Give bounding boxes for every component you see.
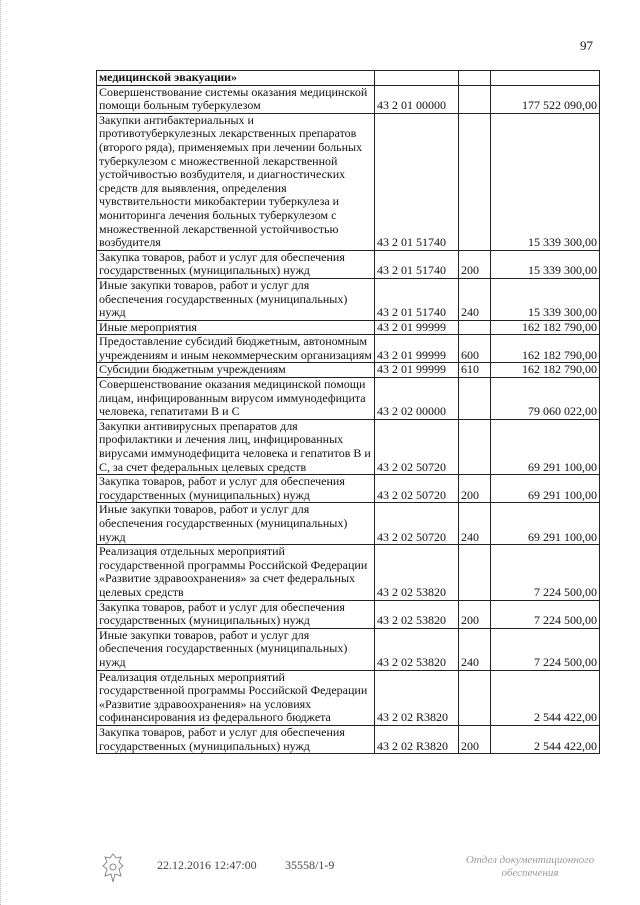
row-name-cell: Закупки антибактериальных и противотуберкулезных лекарственных препаратов (второго ряда), применяемых при лечении больных туберкулезом с множественной лекарственной устойчивостью возбудителя, и диагностических средств для выявления, определения чувствительности микобактерии туберкулеза и мониторинга лечения больных туберкулезом с множественной лекарственной устойчивостью возбудителя bbox=[97, 113, 375, 250]
row-amount-cell: 69 291 100,00 bbox=[491, 419, 600, 474]
row-name-cell: Иные закупки товаров, работ и услуг для обеспечения государственных (муниципальных) нужд bbox=[97, 628, 375, 670]
row-code-cell: 43 2 01 99999 bbox=[375, 320, 459, 335]
row-expense-type-cell: 600 bbox=[459, 335, 491, 363]
row-expense-type-cell bbox=[459, 378, 491, 420]
budget-table-body bbox=[97, 71, 600, 754]
page-number: 97 bbox=[580, 38, 593, 53]
row-name-cell: Закупка товаров, работ и услуг для обеспечения государственных (муниципальных) нужд bbox=[97, 600, 375, 628]
row-code-cell: 43 2 01 99999 bbox=[375, 363, 459, 378]
table-row bbox=[97, 250, 600, 278]
row-amount-cell: 177 522 090,00 bbox=[491, 85, 600, 113]
table-row bbox=[97, 503, 600, 545]
row-name-cell: Иные мероприятия bbox=[97, 320, 375, 335]
row-expense-type-cell bbox=[459, 85, 491, 113]
row-code-cell: 43 2 02 00000 bbox=[375, 378, 459, 420]
row-name-cell: Закупки антивирусных препаратов для профилактики и лечения лиц, инфицированных вирусами иммунодефицита человека и гепатитов В и С, за счет федеральных целевых средств bbox=[97, 419, 375, 474]
row-amount-cell: 69 291 100,00 bbox=[491, 475, 600, 503]
row-amount-cell: 69 291 100,00 bbox=[491, 503, 600, 545]
row-code-cell: 43 2 01 99999 bbox=[375, 335, 459, 363]
row-amount-cell: 162 182 790,00 bbox=[491, 320, 600, 335]
row-name-cell: Закупка товаров, работ и услуг для обеспечения государственных (муниципальных) нужд bbox=[97, 475, 375, 503]
row-amount-cell: 162 182 790,00 bbox=[491, 335, 600, 363]
scan-edge bbox=[0, 0, 4, 905]
footer-datetime: 22.12.2016 12:47:00 bbox=[157, 858, 257, 872]
table-row bbox=[97, 363, 600, 378]
table-row bbox=[97, 278, 600, 320]
row-amount-cell: 7 224 500,00 bbox=[491, 628, 600, 670]
row-expense-type-cell bbox=[459, 545, 491, 600]
budget-table bbox=[96, 70, 600, 754]
row-expense-type-cell bbox=[459, 419, 491, 474]
row-name-cell: Иные закупки товаров, работ и услуг для обеспечения государственных (муниципальных) нужд bbox=[97, 503, 375, 545]
row-amount-cell: 15 339 300,00 bbox=[491, 113, 600, 250]
row-amount-cell: 2 544 422,00 bbox=[491, 725, 600, 753]
table-row bbox=[97, 545, 600, 600]
row-code-cell: 43 2 02 50720 bbox=[375, 503, 459, 545]
coat-of-arms-icon bbox=[100, 852, 126, 884]
table-row bbox=[97, 600, 600, 628]
row-amount-cell: 15 339 300,00 bbox=[491, 278, 600, 320]
table-row bbox=[97, 628, 600, 670]
row-name-cell: Закупка товаров, работ и услуг для обеспечения государственных (муниципальных) нужд bbox=[97, 725, 375, 753]
row-amount-cell: 79 060 022,00 bbox=[491, 378, 600, 420]
row-code-cell: 43 2 02 50720 bbox=[375, 475, 459, 503]
row-code-cell: 43 2 01 51740 bbox=[375, 278, 459, 320]
row-expense-type-cell: 240 bbox=[459, 628, 491, 670]
row-expense-type-cell bbox=[459, 320, 491, 335]
table-row bbox=[97, 85, 600, 113]
row-expense-type-cell: 200 bbox=[459, 725, 491, 753]
row-expense-type-cell: 200 bbox=[459, 475, 491, 503]
row-expense-type-cell: 200 bbox=[459, 600, 491, 628]
table-row bbox=[97, 419, 600, 474]
row-name-cell: Реализация отдельных мероприятий государственной программы Российской Федерации «Развитие здравоохранения» за счет федеральных целевых средств bbox=[97, 545, 375, 600]
row-name-cell: Совершенствование оказания медицинской помощи лицам, инфицированным вирусом иммунодефицита человека, гепатитами В и С bbox=[97, 378, 375, 420]
footer-org-stamp: Отдел документационного обеспечения bbox=[465, 854, 595, 879]
row-expense-type-cell bbox=[459, 71, 491, 86]
row-code-cell: 43 2 02 50720 bbox=[375, 419, 459, 474]
row-code-cell bbox=[375, 71, 459, 86]
row-code-cell: 43 2 02 R3820 bbox=[375, 725, 459, 753]
row-name-cell: Реализация отдельных мероприятий государственной программы Российской Федерации «Развитие здравоохранения» на условиях софинансирования из федерального бюджета bbox=[97, 670, 375, 725]
row-name-cell: Иные закупки товаров, работ и услуг для обеспечения государственных (муниципальных) нужд bbox=[97, 278, 375, 320]
row-code-cell: 43 2 02 R3820 bbox=[375, 670, 459, 725]
row-expense-type-cell bbox=[459, 670, 491, 725]
table-row bbox=[97, 335, 600, 363]
table-row bbox=[97, 113, 600, 250]
row-expense-type-cell bbox=[459, 113, 491, 250]
row-code-cell: 43 2 01 51740 bbox=[375, 250, 459, 278]
table-row bbox=[97, 378, 600, 420]
row-code-cell: 43 2 02 53820 bbox=[375, 628, 459, 670]
row-code-cell: 43 2 01 00000 bbox=[375, 85, 459, 113]
table-row bbox=[97, 670, 600, 725]
row-amount-cell: 2 544 422,00 bbox=[491, 670, 600, 725]
row-amount-cell: 7 224 500,00 bbox=[491, 600, 600, 628]
row-code-cell: 43 2 02 53820 bbox=[375, 600, 459, 628]
row-amount-cell: 15 339 300,00 bbox=[491, 250, 600, 278]
row-expense-type-cell: 200 bbox=[459, 250, 491, 278]
row-name-cell: медицинской эвакуации» bbox=[97, 71, 375, 86]
row-expense-type-cell: 240 bbox=[459, 278, 491, 320]
row-code-cell: 43 2 01 51740 bbox=[375, 113, 459, 250]
row-amount-cell: 162 182 790,00 bbox=[491, 363, 600, 378]
row-amount-cell bbox=[491, 71, 600, 86]
table-row bbox=[97, 475, 600, 503]
table-row bbox=[97, 320, 600, 335]
row-code-cell: 43 2 02 53820 bbox=[375, 545, 459, 600]
row-amount-cell: 7 224 500,00 bbox=[491, 545, 600, 600]
table-row bbox=[97, 725, 600, 753]
row-expense-type-cell: 240 bbox=[459, 503, 491, 545]
row-name-cell: Субсидии бюджетным учреждениям bbox=[97, 363, 375, 378]
footer-doc-number: 35558/1-9 bbox=[285, 858, 335, 872]
row-expense-type-cell: 610 bbox=[459, 363, 491, 378]
table-row bbox=[97, 71, 600, 86]
row-name-cell: Закупка товаров, работ и услуг для обеспечения государственных (муниципальных) нужд bbox=[97, 250, 375, 278]
row-name-cell: Совершенствование системы оказания медицинской помощи больным туберкулезом bbox=[97, 85, 375, 113]
row-name-cell: Предоставление субсидий бюджетным, автономным учреждениям и иным некоммерческим организациям bbox=[97, 335, 375, 363]
